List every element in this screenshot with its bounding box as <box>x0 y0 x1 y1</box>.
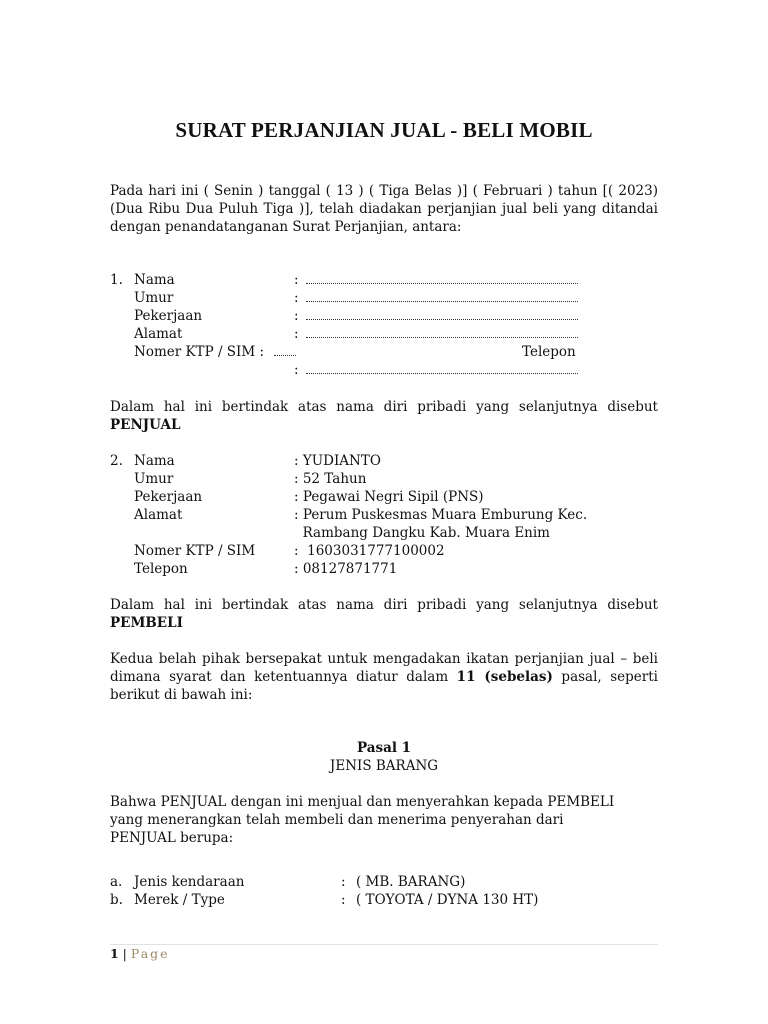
item-value: ( TOYOTA / DYNA 130 HT) <box>356 892 539 908</box>
penjual-statement-line: Dalam hal ini bertindak atas nama diri pribadi yang selanjutnya disebut <box>110 399 658 415</box>
pasal-1-heading: Pasal 1 <box>356 740 412 756</box>
blank-line <box>274 355 296 356</box>
party-1-label-alamat: Alamat <box>134 326 183 342</box>
party-2-label-umur: Umur <box>134 471 174 487</box>
pasal-1-line-1-c: dengan ini menjual dan menyerahkan kepada <box>226 794 548 810</box>
agreement-line-2-a: dimana syarat dan ketentuannya diatur dalam <box>110 669 457 685</box>
blank-line <box>306 283 578 284</box>
page-number: 1 <box>110 946 119 961</box>
party-1-label-umur: Umur <box>134 290 174 306</box>
colon: : <box>294 362 299 378</box>
agreement-line-2 <box>110 668 658 686</box>
intro-line-2: (Dua Ribu Dua Puluh Tiga )], telah diadakan perjanjian jual beli yang ditandai <box>110 201 658 217</box>
pasal-1-line-2: yang menerangkan telah membeli dan menerima penyerahan dari <box>110 812 564 828</box>
agreement-count: 11 (sebelas) <box>456 669 553 685</box>
intro-line-1: Pada hari ini ( Senin ) tanggal ( 13 ) ( Tiga Belas )] ( Februari ) tahun [( 2023) <box>110 183 658 199</box>
pasal-1-line-3 <box>110 829 658 847</box>
party-2-label-pekerjaan: Pekerjaan <box>134 489 203 505</box>
page-word: Page <box>130 946 170 961</box>
party-2-label-nama: Nama <box>134 453 175 469</box>
colon: : <box>294 308 299 324</box>
party-1-label-pekerjaan: Pekerjaan <box>134 308 203 324</box>
pasal-1-line-1 <box>110 793 658 811</box>
item-letter: a. <box>110 874 123 890</box>
pembeli-role: PEMBELI <box>110 615 183 631</box>
party-1-label-nama: Nama <box>134 272 175 288</box>
party-2-value-alamat-cont: Rambang Dangku Kab. Muara Enim <box>294 525 550 541</box>
pasal-1-line-3-b: berupa: <box>175 830 234 846</box>
party-2-label-alamat: Alamat <box>134 507 183 523</box>
document-title: SURAT PERJANJIAN JUAL - BELI MOBIL <box>175 118 593 142</box>
item-colon: : <box>341 892 346 908</box>
party-1-number: 1. <box>110 272 123 288</box>
party-1-row-ktp <box>110 343 658 361</box>
page-footer <box>110 946 170 962</box>
item-label: Merek / Type <box>134 892 225 908</box>
item-label: Jenis kendaraan <box>134 874 245 890</box>
penjual-role: PENJUAL <box>110 417 181 433</box>
intro-paragraph <box>110 182 658 236</box>
agreement-paragraph <box>110 650 658 704</box>
pasal-1-pembeli: PEMBELI <box>547 794 615 810</box>
party-2-value-nama: : YUDIANTO <box>294 453 381 469</box>
blank-line <box>306 301 578 302</box>
blank-line <box>306 337 578 338</box>
party-2-value-alamat: : Perum Puskesmas Muara Emburung Kec. <box>294 507 588 523</box>
pasal-1-paragraph <box>110 793 658 847</box>
blank-line <box>306 319 578 320</box>
party-1-label-telepon: Telepon <box>522 344 576 360</box>
pasal-1-line-1-a: Bahwa <box>110 794 161 810</box>
pembeli-statement-line: Dalam hal ini bertindak atas nama diri pribadi yang selanjutnya disebut <box>110 597 658 613</box>
colon: : <box>294 290 299 306</box>
pasal-1-penjual-2: PENJUAL <box>110 830 176 846</box>
item-colon: : <box>341 874 346 890</box>
footer-separator: | <box>118 946 131 961</box>
party-2-value-umur: : 52 Tahun <box>294 471 367 487</box>
footer-divider <box>110 944 658 945</box>
colon: : <box>294 326 299 342</box>
pasal-1-penjual: PENJUAL <box>160 794 227 810</box>
penjual-statement <box>110 398 658 434</box>
party-2-value-telepon: : 08127871771 <box>294 561 398 577</box>
agreement-line-2-c: pasal, seperti <box>552 669 658 685</box>
pembeli-statement <box>110 596 658 632</box>
pasal-1-subheading: JENIS BARANG <box>329 758 439 774</box>
party-2-label-telepon: Telepon <box>134 561 188 577</box>
item-letter: b. <box>110 892 123 908</box>
colon: : <box>294 272 299 288</box>
party-2-label-ktp: Nomer KTP / SIM <box>134 543 256 559</box>
blank-line <box>306 373 578 374</box>
agreement-line-3: berikut di bawah ini: <box>110 687 253 703</box>
agreement-line-1: Kedua belah pihak bersepakat untuk mengadakan ikatan perjanjian jual – beli <box>110 651 658 667</box>
party-2-number: 2. <box>110 453 123 469</box>
item-value: ( MB. BARANG) <box>356 874 466 890</box>
party-2-value-pekerjaan: : Pegawai Negri Sipil (PNS) <box>294 489 484 505</box>
party-1-label-ktp: Nomer KTP / SIM : <box>134 344 265 360</box>
intro-line-3: dengan penandatanganan Surat Perjanjian, antara: <box>110 219 462 235</box>
party-2-value-ktp: : 1603031777100002 <box>294 543 445 559</box>
